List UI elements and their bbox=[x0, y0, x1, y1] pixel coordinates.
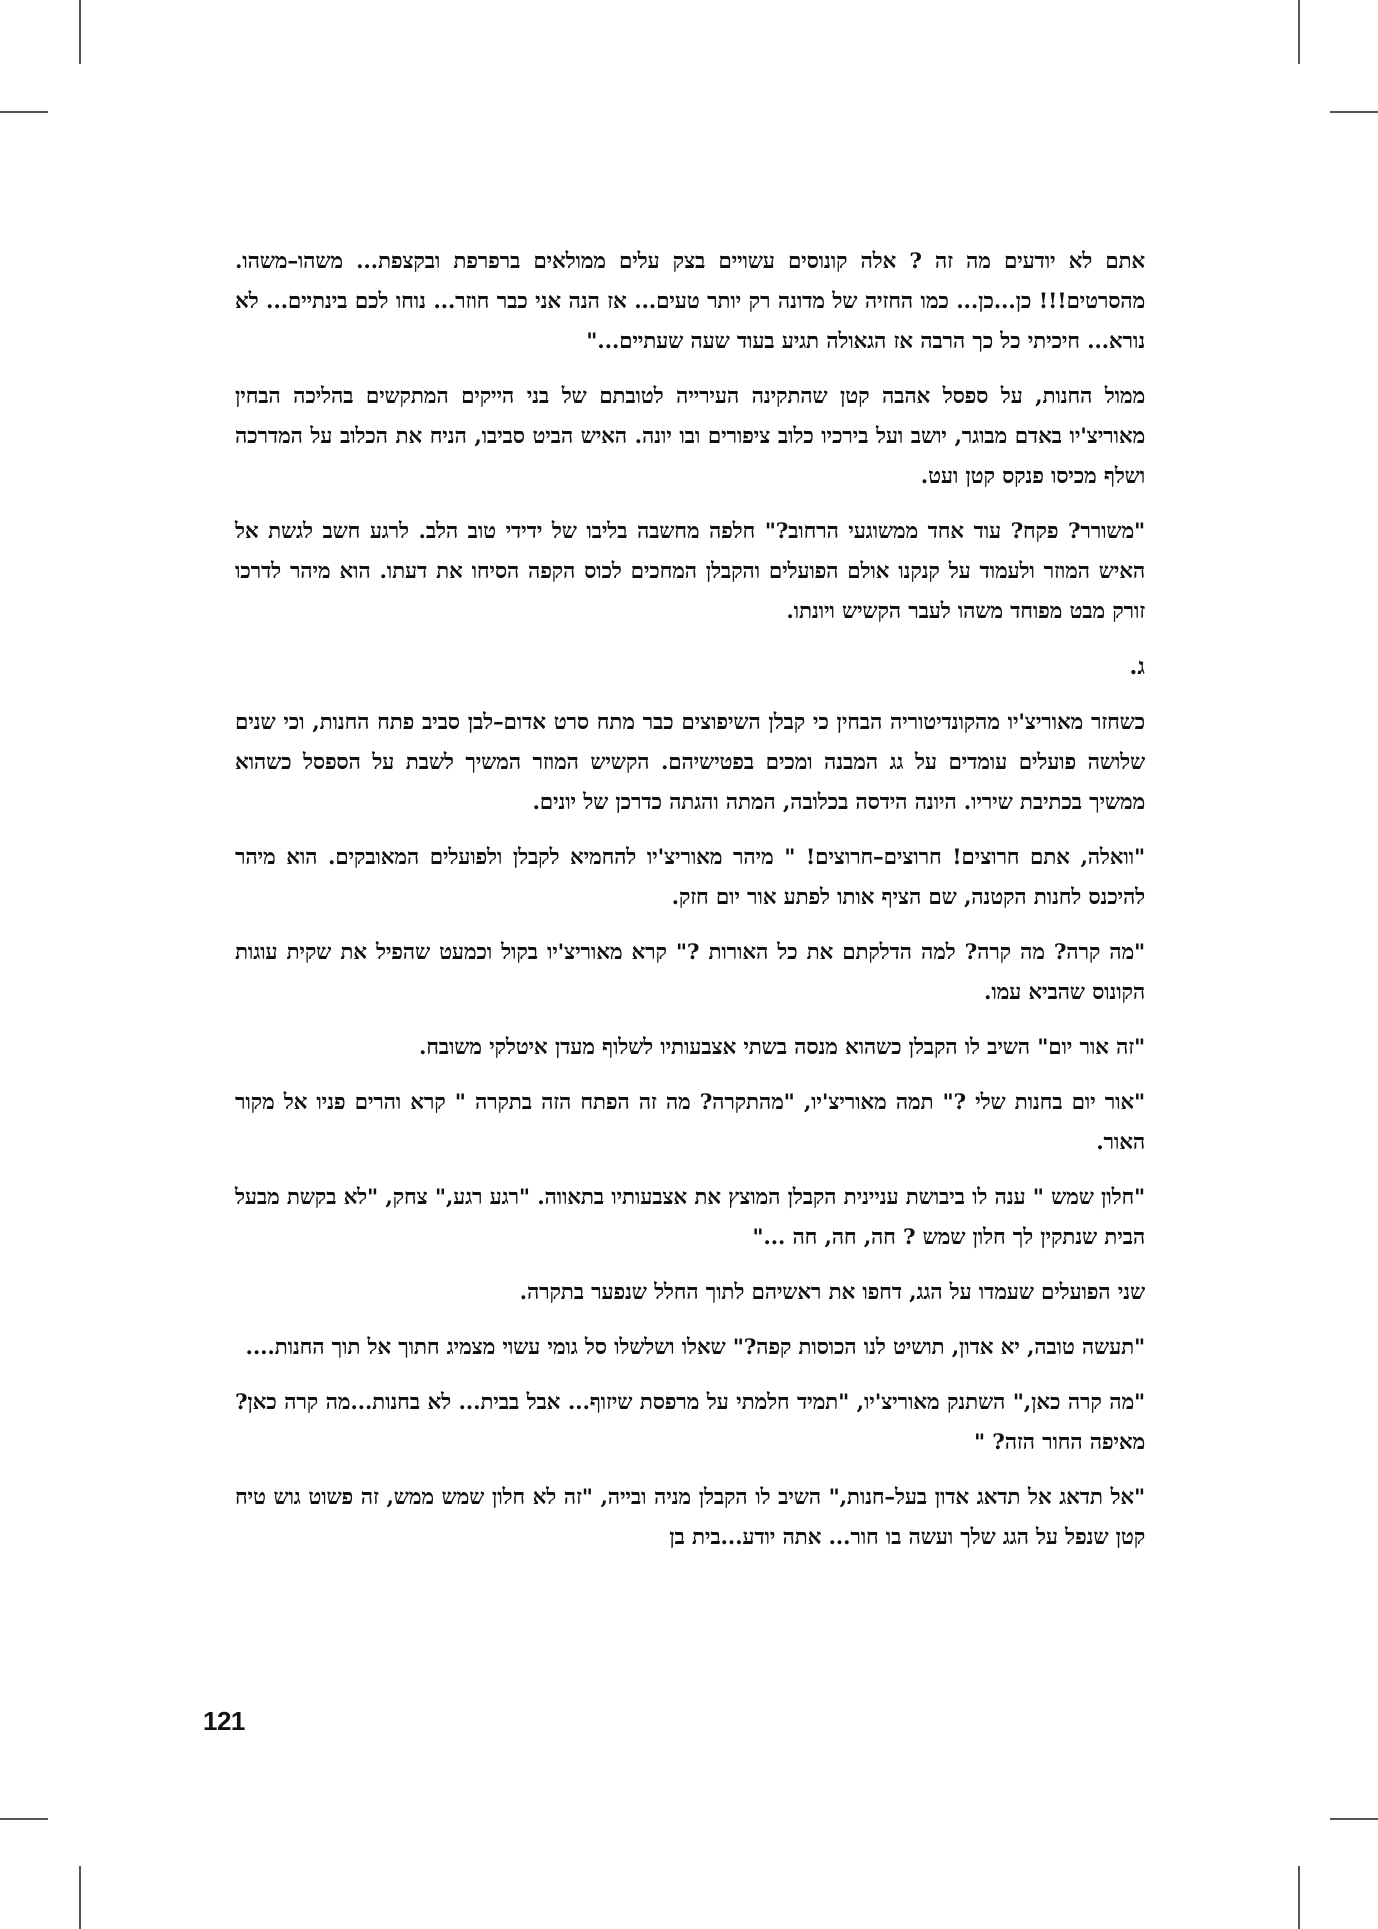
page-number: 121 bbox=[203, 1706, 245, 1736]
paragraph-3: "משורר? פקח? עוד אחד ממשוגעי הרחוב?" חלפה מחשבה בליבו של ידידי טוב הלב. לרגע חשב לגשת אל האיש המוזר ולעמוד על קנקנו אולם הפועלים והקבלן המחכים לכוס הקפה הסיחו את דעתו. הוא מיהר לדרכו זורק מבט מפוחד משהו לעבר הקשיש ויונתו. bbox=[235, 519, 1145, 624]
crop-mark-top-right bbox=[1298, 0, 1300, 64]
paragraph-8: "אור יום בחנות שלי ?" תמה מאוריצ'יו, "מהתקרה? מה זה הפתח הזה בתקרה " קרא והרים פניו אל מקור האור. bbox=[235, 1090, 1145, 1155]
paragraph-7: "זה אור יום" השיב לו הקבלן כשהוא מנסה בשתי אצבעותיו לשלוף מעדן איטלקי משובח. bbox=[418, 1035, 1145, 1060]
paragraph-4: כשחזר מאוריצ'יו מהקונדיטוריה הבחין כי קבלן השיפוצים כבר מתח סרט אדום–לבן סביב פתח החנות, וכי שנים שלושה פועלים עומדים על גג המבנה ומכים בפטישיהם. הקשיש המוזר המשיך לשבת על הספסל כשהוא ממשיך בכתיבת שיריו. היונה הידסה בכלובה, המתה והגתה כדרכן של יונים. bbox=[235, 710, 1145, 815]
paragraph-10: שני הפועלים שעמדו על הגג, דחפו את ראשיהם לתוך החלל שנפער בתקרה. bbox=[519, 1280, 1145, 1305]
paragraph-6: "מה קרה? מה קרה? למה הדלקתם את כל האורות ?" קרא מאוריצ'יו בקול וכמעט שהפיל את שקית עוגות הקונוס שהביא עמו. bbox=[235, 940, 1145, 1005]
paragraph-1: אתם לא יודעים מה זה ? אלה קונוסים עשויים בצק עלים ממולאים ברפרפת ובקצפת... משהו–משהו. מהסרטים!!! כן...כן... כמו החזיה של מדונה רק יותר טעים... אז הנה אני כבר חוזר... נוחו לכם בינתיים... לא נורא... חיכיתי כל כך הרבה אז הגאולה תגיע בעוד שעה שעתיים..." bbox=[235, 249, 1145, 354]
paragraph-5: "וואלה, אתם חרוצים! חרוצים–חרוצים! " מיהר מאוריצ'יו להחמיא לקבלן ולפועלים המאובקים. הוא מיהר להיכנס לחנות הקטנה, שם הציף אותו לפתע אור יום חזק. bbox=[235, 845, 1145, 910]
crop-mark-top-left bbox=[79, 0, 81, 64]
crop-mark-bottom-right bbox=[1298, 1866, 1300, 1929]
paragraph-12: "מה קרה כאן," השתנק מאוריצ'יו, "תמיד חלמתי על מרפסת שיזוף... אבל בבית... לא בחנות...מה קרה כאן? מאיפה החור הזה? " bbox=[235, 1390, 1145, 1455]
paragraph-2: ממול החנות, על ספסל אהבה קטן שהתקינה העירייה לטובתם של בני הייקים המתקשים בהליכה הבחין מאוריצ'יו באדם מבוגר, יושב ועל בירכיו כלוב ציפורים ובו יונה. האיש הביט סביבו, הניח את הכלוב על המדרכה ושלף מכיסו פנקס קטן ועט. bbox=[235, 384, 1145, 489]
crop-mark-mid-top-right bbox=[1330, 111, 1378, 113]
paragraph-13: "אל תדאג אל תדאג אדון בעל–חנות," השיב לו הקבלן מניה ובייה, "זה לא חלון שמש ממש, זה פשוט גוש טיח קטן שנפל על הגג שלך ועשה בו חור... אתה יודע...בית בן bbox=[235, 1485, 1145, 1550]
crop-mark-mid-bottom-right bbox=[1330, 1818, 1378, 1820]
crop-mark-bottom-left bbox=[79, 1866, 81, 1929]
paragraph-11: "תעשה טובה, יא אדון, תושיט לנו הכוסות קפה?" שאלו ושלשלו סל גומי עשוי מצמיג חתוך אל תוך החנות.... bbox=[245, 1335, 1145, 1360]
crop-mark-mid-top-left bbox=[0, 111, 48, 113]
crop-mark-mid-bottom-left bbox=[0, 1818, 48, 1820]
paragraph-9: "חלון שמש " ענה לו ביבושת עניינית הקבלן המוצץ את אצבעותיו בתאווה. "רגע רגע," צחק, "לא בקשת מבעל הבית שנתקין לך חלון שמש ? חה, חה, חה ..." bbox=[235, 1185, 1145, 1250]
section-heading: ג. bbox=[1129, 653, 1145, 680]
page-text-block bbox=[235, 242, 1145, 1573]
